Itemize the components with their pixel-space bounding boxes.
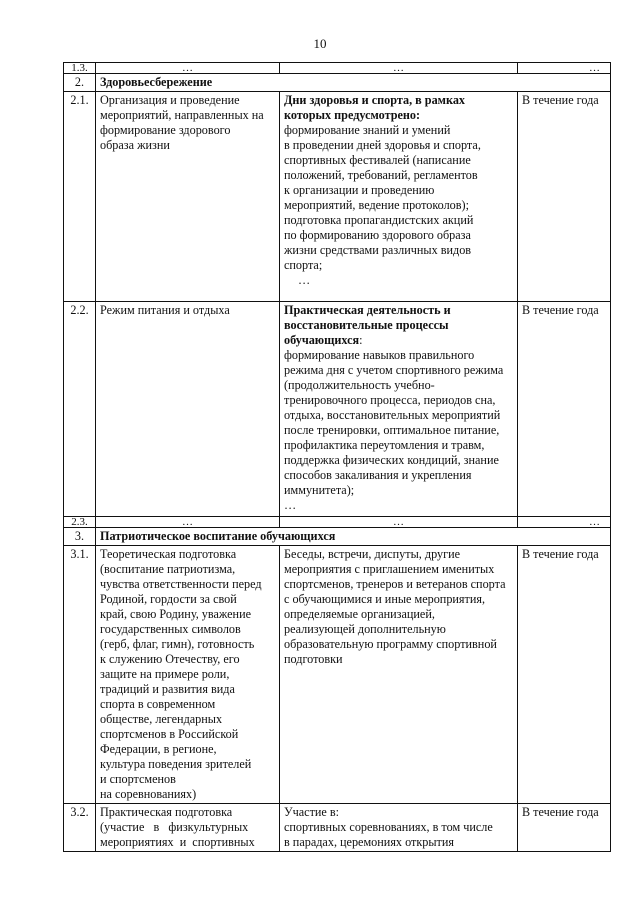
text-line: спортсменов в Российской — [100, 727, 239, 741]
content-cell — [280, 92, 518, 302]
text-line: положений, требований, регламентов — [284, 168, 478, 182]
text-line: традиций и развития вида — [100, 682, 235, 696]
row-number: 1.3. — [64, 63, 96, 74]
text-line: в парадах, церемониях открытия — [284, 835, 454, 849]
text-line: в проведении дней здоровья и спорта, — [284, 138, 481, 152]
ellipsis-cell: … — [518, 517, 611, 528]
text-line: способов закаливания и укрепления — [284, 468, 472, 482]
text-line: к организации и проведению — [284, 183, 435, 197]
text-line: спорта в современном — [100, 697, 216, 711]
section-number: 3. — [64, 528, 96, 546]
text-line: спортивных соревнованиях, в том числе — [284, 820, 493, 834]
text-line: спорта; — [284, 258, 323, 272]
text-line: образовательную программу спортивной — [284, 637, 497, 651]
text-line: иммунитета); — [284, 483, 355, 497]
text-line: после тренировки, оптимальное питание, — [284, 423, 500, 437]
term-cell: В течение года — [518, 302, 611, 517]
text-line-bold: Практическая деятельность и — [284, 303, 451, 317]
term-cell: В течение года — [518, 546, 611, 804]
text-line — [284, 333, 514, 348]
text-line: культура поведения зрителей — [100, 757, 252, 771]
content-cell — [280, 302, 518, 517]
text-line: спортсменов, тренеров и ветеранов спорта — [284, 577, 506, 591]
ellipsis-cell: … — [96, 517, 280, 528]
text-line: по формированию здорового образа — [284, 228, 471, 242]
table-row-2-2 — [64, 302, 611, 517]
text-line: (продолжительность учебно- — [284, 378, 435, 392]
text-line: к служению Отечеству, его — [100, 652, 240, 666]
row-number: 2.3. — [64, 517, 96, 528]
text-line: … — [284, 498, 297, 512]
text-line: режима дня с учетом спортивного режима — [284, 363, 504, 377]
ellipsis-cell: … — [96, 63, 280, 74]
content-cell — [280, 804, 518, 852]
ellipsis-cell: … — [518, 63, 611, 74]
row-number: 3.2. — [64, 804, 96, 852]
section-row-3 — [64, 528, 611, 546]
text-line: … — [298, 273, 311, 287]
ellipsis-cell: … — [280, 517, 518, 528]
text-line: Участие в: — [284, 805, 340, 819]
text-line: профилактика переутомления и травм, — [284, 438, 485, 452]
table-row-3-1 — [64, 546, 611, 804]
text-line: поддержка физических кондиций, знание — [284, 453, 499, 467]
text-line: и спортсменов — [100, 772, 176, 786]
row-number: 2.2. — [64, 302, 96, 517]
text-line: формирование знаний и умений — [284, 123, 451, 137]
text-line: мероприятий, ведение протоколов); — [284, 198, 469, 212]
text-line: жизни средствами различных видов — [284, 243, 472, 257]
text-line: мероприятий, направленных на — [100, 108, 264, 122]
text-line: Режим питания и отдыха — [100, 303, 230, 317]
text-line: (участие в физкультурных — [100, 820, 249, 834]
text-line: тренировочного процесса, периодов сна, — [284, 393, 496, 407]
table-row-1-3 — [64, 63, 611, 74]
text-line: (герб, флаг, гимн), готовность — [100, 637, 255, 651]
text-line: Беседы, встречи, диспуты, другие — [284, 547, 461, 561]
section-title — [96, 528, 611, 546]
plan-table — [63, 62, 611, 852]
text-line: мероприятиях и спортивных — [100, 835, 255, 849]
text-line: спортивных фестивалей (написание — [284, 153, 471, 167]
text-line: защите на примере роли, — [100, 667, 230, 681]
activity-cell — [96, 302, 280, 517]
section-row-2 — [64, 74, 611, 92]
table-row-3-2 — [64, 804, 611, 852]
text-line: формирование здорового — [100, 123, 231, 137]
text-line: отдыха, восстановительных мероприятий — [284, 408, 501, 422]
text-line: государственных символов — [100, 622, 241, 636]
row-number: 2.1. — [64, 92, 96, 302]
text-line: на соревнованиях) — [100, 787, 197, 801]
text-line: край, свою Родину, уважение — [100, 607, 252, 621]
table-row-2-1 — [64, 92, 611, 302]
text-line: мероприятия с приглашением именитых — [284, 562, 495, 576]
text-line: (воспитание патриотизма, — [100, 562, 236, 576]
text-line-bold: Дни здоровья и спорта, в рамках — [284, 93, 466, 107]
text-line: Теоретическая подготовка — [100, 547, 237, 561]
text-line: определяемые организацией, — [284, 607, 435, 621]
text-colon: : — [359, 333, 363, 347]
ellipsis-cell: … — [280, 63, 518, 74]
activity-cell — [96, 546, 280, 804]
section-title-text: Патриотическое воспитание обучающихся — [100, 529, 336, 543]
text-line: образа жизни — [100, 138, 170, 152]
content-cell — [280, 546, 518, 804]
text-line: реализующей дополнительную — [284, 622, 446, 636]
activity-cell — [96, 804, 280, 852]
text-line-bold: которых предусмотрено: — [284, 108, 421, 122]
text-line: подготовки — [284, 652, 343, 666]
text-line: Практическая подготовка — [100, 805, 233, 819]
activity-cell — [96, 92, 280, 302]
term-cell: В течение года — [518, 92, 611, 302]
text-line: Родиной, гордости за свой — [100, 592, 237, 606]
section-title — [96, 74, 611, 92]
text-line: Организация и проведение — [100, 93, 240, 107]
text-line: с обучающимися и иные мероприятия, — [284, 592, 486, 606]
section-number: 2. — [64, 74, 96, 92]
text-line-bold: восстановительные процессы — [284, 318, 449, 332]
table-row-2-3 — [64, 517, 611, 528]
page-number: 10 — [313, 36, 327, 51]
text-line: обществе, легендарных — [100, 712, 223, 726]
text-line: подготовка пропагандистских акций — [284, 213, 474, 227]
text-line: чувства ответственности перед — [100, 577, 262, 591]
term-cell: В течение года — [518, 804, 611, 852]
text-line: Федерации, в регионе, — [100, 742, 217, 756]
text-bold: обучающихся — [284, 333, 360, 347]
section-title-text: Здоровьесбережение — [100, 75, 213, 89]
row-number: 3.1. — [64, 546, 96, 804]
text-line: формирование навыков правильного — [284, 348, 475, 362]
